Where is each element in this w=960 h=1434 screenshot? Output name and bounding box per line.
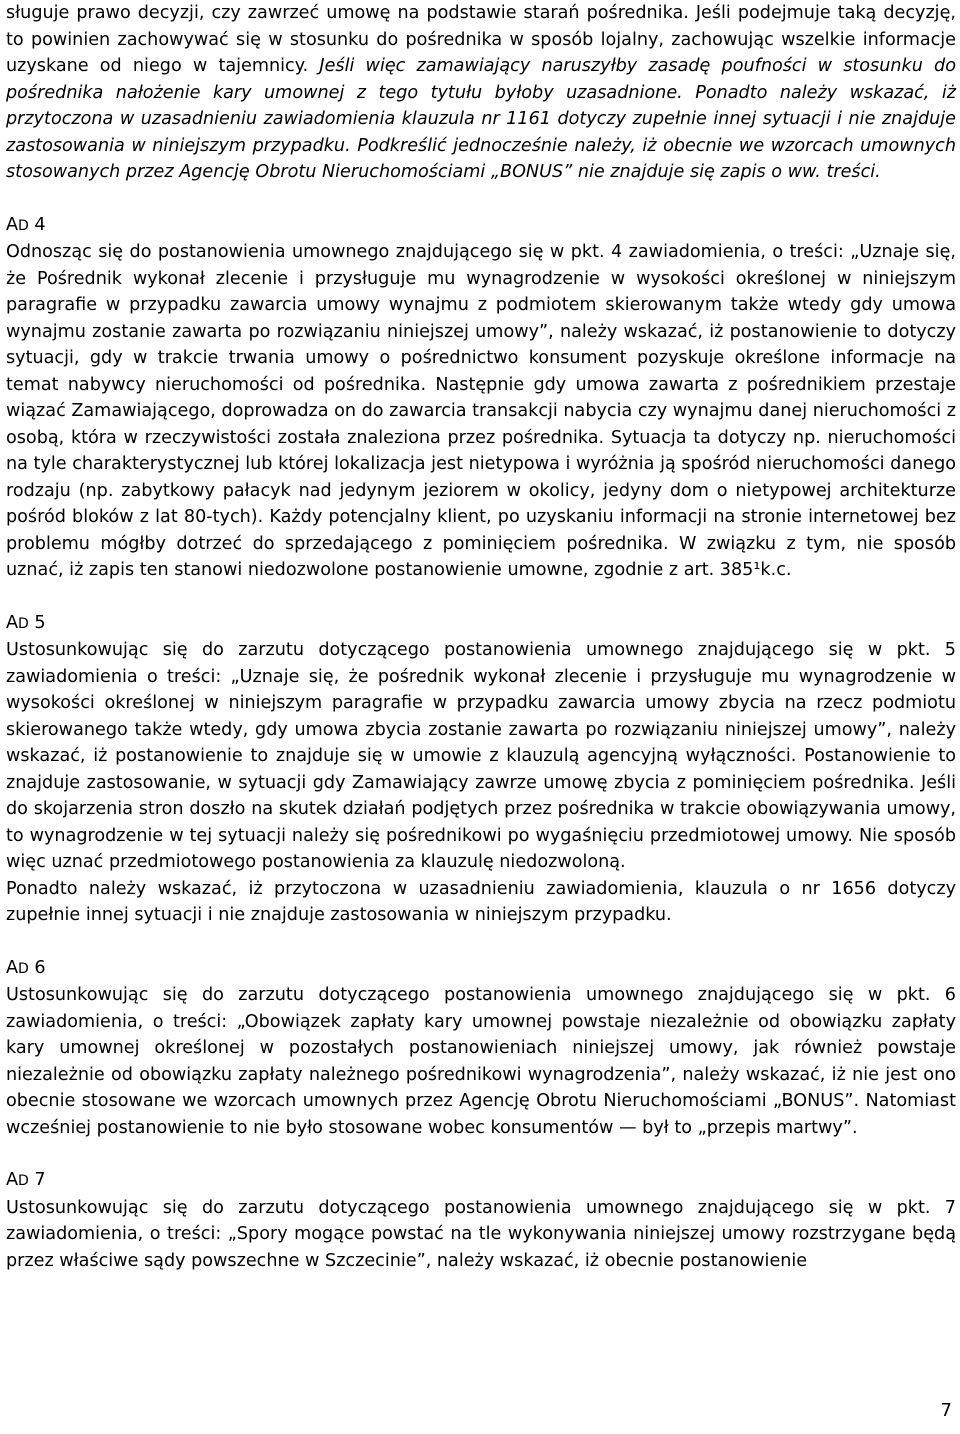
section-heading-ad4: AD 4 — [6, 214, 46, 235]
section-ad4-paragraph: Odnosząc się do postanowienia umownego znajdującego się w pkt. 4 zawiadomienia, o treści: „Uznaje się, że Pośrednik wykonał zlecenie i przysługuje mu wynagrodzenie w wysokości określonej w niniejszym paragrafie w przypadku zawarcia umowy wynajmu z podmiotem skierowanym także wtedy gdy umowa wynajmu zostanie zawarta po rozwiązaniu niniejszej umowy”, należy wskazać, iż postanowienie to dotyczy sytuacji, gdy w trakcie trwania umowy o pośrednictwo konsument pozyskuje określone informacje na temat nabywcy nieruchomości od pośrednika. Następnie gdy umowa zawarta z pośrednikiem przestaje wiązać Zamawiającego, doprowadza on do zawarcia transakcji nabycia czy wynajmu danej nieruchomości z osobą, która w rzeczywistości została znaleziona przez pośrednika. Sytuacja ta dotyczy np. nieruchomości na tyle charakterystycznej lub której lokalizacja jest nietypowa i wyróżnia ją spośród nieruchomości danego rodzaju (np. zabytkowy pałacyk nad jedynym jeziorem w okolicy, jedyny dom o nietypowej architekturze pośród bloków z lat 80-tych). Każdy potencjalny klient, po uzyskaniu informacji na stronie internetowej bez problemu mógłby dotrzeć do sprzedającego z pominięciem pośrednika. W związku z tym, nie sposób uznać, iż zapis ten stanowi niedozwolone postanowienie umowne, zgodnie z art. 385¹k.c. — [6, 242, 956, 580]
section-ad5-paragraph-1: Ustosunkowując się do zarzutu dotyczącego postanowienia umownego znajdującego się w pkt. 5 zawiadomienia o treści: „Uznaje się, że pośrednik wykonał zlecenie i przysługuje mu wynagrodzenie w wysokości określonej w niniejszym paragrafie w przypadku zawarcia umowy zbycia na rzecz podmiotu skierowanego także wtedy, gdy umowa zbycia zostanie zawarta po rozwiązaniu niniejszej umowy”, należy wskazać, iż postanowienie to znajduje się w umowie z klauzulą agencyjną wyłączności. Postanowienie to znajduje zastosowanie, w sytuacji gdy Zamawiający zawrze umowę zbycia z pominięciem pośrednika. Jeśli do skojarzenia stron doszło na skutek działań podjętych przez pośrednika w trakcie obowiązywania umowy, to wynagrodzenie w tej sytuacji należy się pośrednikowi po wygaśnięciu przedmiotowej umowy. Nie sposób więc uznać przedmiotowego postanowienia za klauzulę niedozwoloną. — [6, 640, 956, 872]
section-ad6-paragraph: Ustosunkowując się do zarzutu dotyczącego postanowienia umownego znajdującego się w pkt. 6 zawiadomienia, o treści: „Obowiązek zapłaty kary umownej powstaje niezależnie od obowiązku zapłaty kary umownej określonej w pozostałych postanowieniach niniejszej umowy, jak również powstaje niezależnie od obowiązku zapłaty należnego pośrednikowi wynagrodzenia”, należy wskazać, iż nie jest ono obecnie stosowane we wzorcach umownych przez Agencję Obrotu Nieruchomościami „BONUS”. Natomiast wcześniej postanowienie to nie było stosowane wobec konsumentów — był to „przepis martwy”. — [6, 985, 956, 1138]
spacer — [6, 929, 956, 955]
page-number: 7 — [940, 1400, 952, 1421]
section-ad5-paragraph-2: Ponadto należy wskazać, iż przytoczona w uzasadnieniu zawiadomienia, klauzula o nr 1656 dotyczy zupełnie innej sytuacji i nie znajduje zastosowania w niniejszym przypadku. — [6, 878, 956, 925]
spacer — [6, 1141, 956, 1167]
spacer — [6, 186, 956, 212]
intro-plain-text: sługuje prawo decyzji, czy zawrzeć umowę na podstawie starań pośrednika. Jeśli podejmuje taką decyzję, to powinien zachowywać się w stosunku do pośrednika w sposób lojalny, zachowując wszelkie informacje uzyskane od niego w tajemnicy. — [6, 3, 956, 76]
document-page — [6, 0, 956, 1274]
section-heading-ad5: AD 5 — [6, 612, 46, 633]
section-heading-ad7: AD 7 — [6, 1170, 46, 1190]
spacer — [6, 584, 956, 610]
intro-italic-text: Jeśli więc zamawiający naruszyłby zasadę poufności w stosunku do pośrednika nałożenie kary umownej z tego tytułu byłoby uzasadnione. Ponadto należy wskazać, iż przytoczona w uzasadnieniu zawiadomienia klauzula nr 1161 dotyczy zupełnie innej sytuacji i nie znajduje zastosowania w niniejszym przypadku. Podkreślić jednocześnie należy, iż obecnie we wzorcach umownych stosowanych przez Agencję Obrotu Nieruchomościami „BONUS” nie znajduje się zapis o ww. treści. — [6, 56, 956, 182]
section-ad7-paragraph: Ustosunkowując się do zarzutu dotyczącego postanowienia umownego znajdującego się w pkt. 7 zawiadomienia, o treści: „Spory mogące powstać na tle wykonywania niniejszej umowy rozstrzygane będą przez właściwe sądy powszechne w Szczecinie”, należy wskazać, iż obecnie postanowienie — [6, 1197, 956, 1271]
section-heading-ad6: AD 6 — [6, 957, 46, 978]
intro-paragraph — [6, 0, 956, 186]
